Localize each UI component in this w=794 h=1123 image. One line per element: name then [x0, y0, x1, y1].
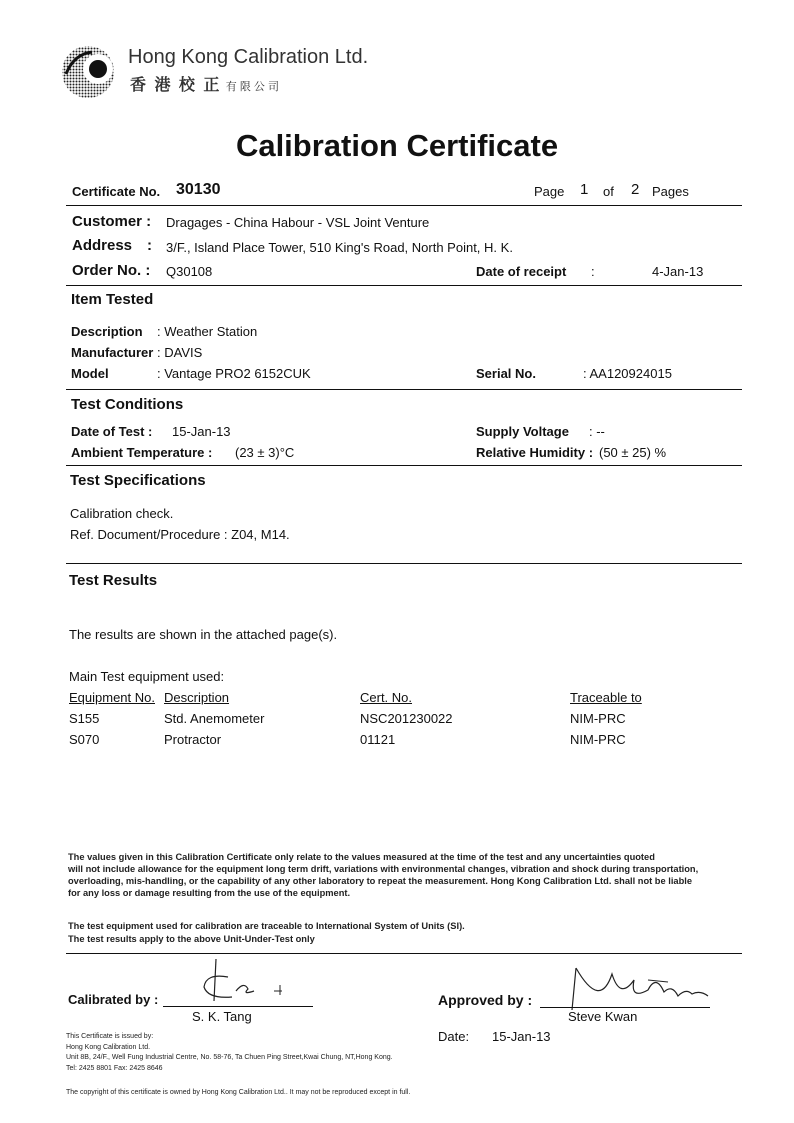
item-heading: Item Tested — [71, 291, 154, 308]
company-logo — [60, 44, 116, 100]
voltage-label: Supply Voltage — [476, 424, 569, 439]
test-date-label: Date of Test : — [71, 424, 153, 439]
specs-heading: Test Specifications — [70, 472, 206, 489]
approved-signature — [560, 960, 720, 1012]
description-value: : Weather Station — [157, 324, 258, 339]
copyright-note: The copyright of this certificate is owned by Hong Kong Calibration Ltd.. It may not be reproduced except in full. — [66, 1089, 411, 1096]
col-description: Description — [164, 690, 230, 705]
company-name-zh-small: 有 限 公 司 — [225, 81, 279, 93]
disclaimer-line: The values given in this Calibration Certificate only relate to the values measured at the time of the test and any uncertainties quoted — [68, 852, 655, 862]
receipt-date: 4-Jan-13 — [652, 264, 704, 279]
divider — [66, 465, 742, 466]
divider — [66, 205, 742, 206]
specs-line-1: Calibration check. — [70, 506, 174, 521]
signature-image — [560, 960, 720, 1012]
serial-label: Serial No. — [476, 366, 536, 381]
company-name-en: Hong Kong Calibration Ltd. — [128, 46, 369, 68]
issuer-line: This Certificate is issued by: — [66, 1033, 154, 1040]
description-label: Description — [71, 324, 143, 339]
cell-traceable: NIM-PRC — [570, 711, 626, 726]
company-name-zh — [130, 72, 279, 95]
test-date-value: 15-Jan-13 — [172, 424, 231, 439]
address-value: 3/F., Island Place Tower, 510 King's Road, North Point, H. K. — [166, 240, 513, 255]
col-equipment-no: Equipment No. — [69, 690, 155, 705]
disclaimer — [68, 851, 698, 899]
approved-by-label: Approved by : — [438, 992, 533, 1008]
humidity-label: Relative Humidity : — [476, 445, 594, 460]
date-label: Date: — [438, 1029, 470, 1044]
results-text: The results are shown in the attached page(s). — [69, 627, 338, 642]
divider — [66, 953, 742, 954]
calibrated-by-label: Calibrated by : — [68, 992, 159, 1007]
temperature-value: (23 ± 3)°C — [235, 445, 295, 460]
cert-no-label: Certificate No. — [72, 184, 161, 199]
customer-label: Customer : — [72, 213, 152, 230]
receipt-colon: : — [591, 264, 595, 279]
receipt-label: Date of receipt — [476, 264, 567, 279]
order-value: Q30108 — [166, 264, 213, 279]
specs-line-2: Ref. Document/Procedure : Z04, M14. — [70, 527, 290, 542]
traceability-line: The test equipment used for calibration are traceable to International System of Units (SI). — [68, 921, 465, 931]
calibrated-line — [163, 1006, 313, 1007]
cell-traceable: NIM-PRC — [570, 732, 626, 747]
divider — [66, 285, 742, 286]
manufacturer-label: Manufacturer — [71, 345, 154, 360]
customer-value: Dragages - China Habour - VSL Joint Venture — [166, 215, 430, 230]
manufacturer-value: : DAVIS — [157, 345, 203, 360]
cell-description: Protractor — [164, 732, 222, 747]
cell-cert-no: 01121 — [360, 732, 396, 747]
model-label: Model — [71, 366, 109, 381]
address-colon: : — [147, 237, 152, 254]
equipment-intro: Main Test equipment used: — [69, 669, 225, 684]
date-value: 15-Jan-13 — [492, 1029, 551, 1044]
of-label: of — [603, 184, 614, 199]
order-label: Order No. : — [72, 262, 151, 279]
address-label: Address — [72, 237, 133, 254]
page-label: Page — [534, 184, 565, 199]
conditions-heading: Test Conditions — [71, 396, 184, 413]
page-title: Calibration Certificate — [235, 128, 559, 163]
temperature-label: Ambient Temperature : — [71, 445, 213, 460]
divider — [66, 389, 742, 390]
approved-name: Steve Kwan — [568, 1009, 638, 1024]
logo-icon — [60, 44, 116, 100]
cell-cert-no: NSC201230022 — [360, 711, 453, 726]
pages-label: Pages — [652, 184, 689, 199]
serial-value: : AA120924015 — [583, 366, 672, 381]
issuer-block — [66, 1032, 393, 1074]
cell-equipment-no: S070 — [69, 732, 100, 747]
issuer-line: Unit 8B, 24/F., Well Fung Industrial Centre, No. 58-76, Ta Chuen Ping Street,Kwai Chung, NT,Hong Kong. — [66, 1054, 393, 1061]
disclaimer-line: overloading, mis-handling, or the capability of any other laboratory to repeat the measurement. Hong Kong Calibration Ltd. shall not be liable — [68, 876, 693, 886]
approved-line — [540, 1007, 710, 1008]
traceability-line: The test results apply to the above Unit-Under-Test only — [68, 934, 315, 944]
page-total: 2 — [631, 181, 640, 198]
model-value: : Vantage PRO2 6152CUK — [157, 366, 311, 381]
results-heading: Test Results — [69, 572, 158, 589]
col-cert-no: Cert. No. — [360, 690, 413, 705]
cell-description: Std. Anemometer — [164, 711, 265, 726]
humidity-value: (50 ± 25) % — [599, 445, 667, 460]
traceability-note — [68, 920, 465, 946]
company-name-zh-main: 香 港 校 正 — [130, 77, 222, 94]
issuer-line: Tel: 2425 8801 Fax: 2425 8646 — [66, 1064, 163, 1072]
disclaimer-line: for any loss or damage resulting from the use of the equipment. — [68, 888, 351, 898]
voltage-value: : -- — [589, 424, 605, 439]
divider — [66, 563, 742, 564]
calibrated-name: S. K. Tang — [192, 1009, 252, 1024]
col-traceable: Traceable to — [570, 690, 642, 705]
cell-equipment-no: S155 — [69, 711, 100, 726]
disclaimer-line: will not include allowance for the equipment long term drift, variations with environmental changes, vibration and shock during transportation, — [68, 864, 699, 874]
signature-image — [170, 955, 315, 1007]
issuer-line: Hong Kong Calibration Ltd. — [66, 1043, 151, 1051]
cert-no: 30130 — [176, 181, 221, 198]
page-number: 1 — [580, 181, 589, 198]
calibrated-signature — [170, 955, 315, 1007]
